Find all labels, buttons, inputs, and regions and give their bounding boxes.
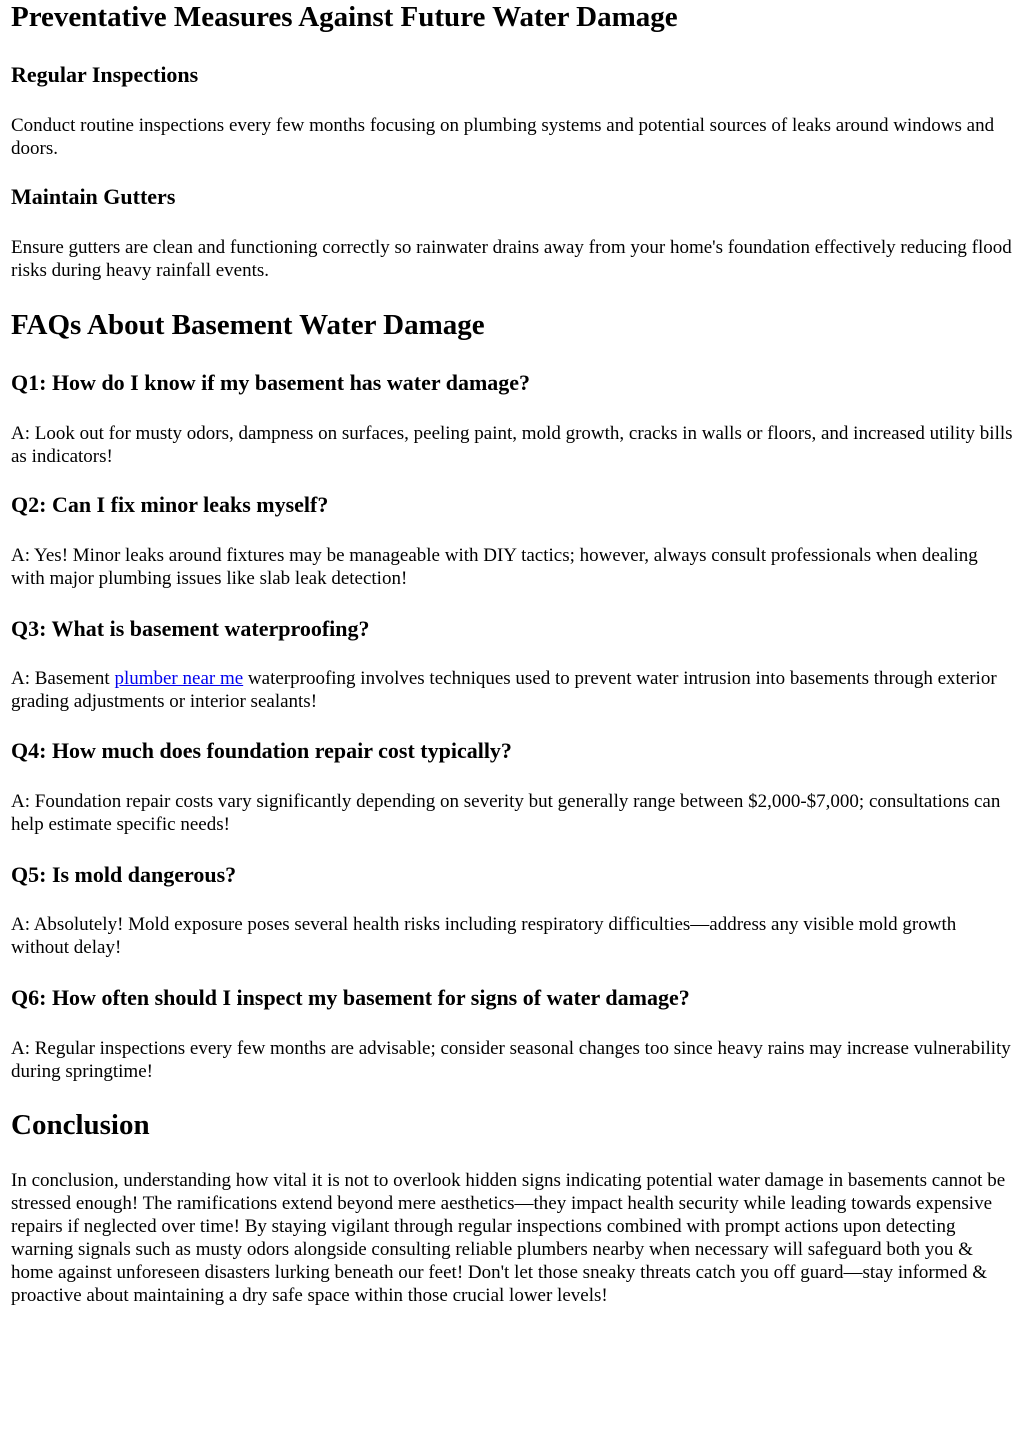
paragraph-regular-inspections: Conduct routine inspections every few months focusing on plumbing systems and potential sources of leaks around windows and doors.	[11, 115, 995, 159]
subheading-maintain-gutters: Maintain Gutters	[11, 184, 176, 209]
faq-answer-3-prefix: A: Basement	[11, 668, 115, 689]
paragraph-conclusion: In conclusion, understanding how vital it is not to overlook hidden signs indicating potential water damage in basements cannot be stressed enough! The ramifications extend beyond mere aesthetics—they impact health security while leading towards expensive repairs if neglected over time! By staying vigilant through regular inspections combined with prompt actions upon detecting warning signals such as musty odors alongside consulting reliable plumbers nearby when necessary will safeguard both you & home against unforeseen disasters lurking beneath our feet! Don't let those sneaky threats catch you off guard—stay informed & proactive about maintaining a dry safe space within those crucial lower levels!	[11, 1170, 1006, 1306]
faq-question-5: Q5: Is mold dangerous?	[11, 862, 237, 887]
faq-question-4: Q4: How much does foundation repair cost typically?	[11, 738, 512, 763]
subheading-regular-inspections: Regular Inspections	[11, 62, 199, 87]
faq-answer-2: A: Yes! Minor leaks around fixtures may be manageable with DIY tactics; however, always consult professionals when dealing with major plumbing issues like slab leak detection!	[11, 545, 978, 589]
section-heading-preventative: Preventative Measures Against Future Water Damage	[11, 1, 678, 33]
faq-answer-3-suffix: waterproofing involves techniques used to prevent water intrusion into basements through exterior grading adjustments or interior sealants!	[11, 668, 997, 712]
faq-question-6: Q6: How often should I inspect my basement for signs of water damage?	[11, 985, 690, 1010]
plumber-near-me-link[interactable]: plumber near me	[114, 668, 244, 689]
faq-question-1: Q1: How do I know if my basement has water damage?	[11, 370, 531, 395]
section-heading-faqs: FAQs About Basement Water Damage	[11, 309, 485, 341]
section-heading-conclusion: Conclusion	[11, 1109, 150, 1141]
faq-question-2: Q2: Can I fix minor leaks myself?	[11, 492, 329, 517]
faq-answer-3	[11, 667, 1013, 713]
faq-answer-6: A: Regular inspections every few months are advisable; consider seasonal changes too since heavy rains may increase vulnerability during springtime!	[11, 1038, 1011, 1082]
faq-answer-1: A: Look out for musty odors, dampness on surfaces, peeling paint, mold growth, cracks in walls or floors, and increased utility bills as indicators!	[11, 423, 1013, 467]
faq-question-3: Q3: What is basement waterproofing?	[11, 616, 370, 641]
faq-answer-4: A: Foundation repair costs vary significantly depending on severity but generally range between $2,000-$7,000; consultations can help estimate specific needs!	[11, 791, 1001, 835]
paragraph-maintain-gutters: Ensure gutters are clean and functioning correctly so rainwater drains away from your home's foundation effectively reducing flood risks during heavy rainfall events.	[11, 237, 1012, 281]
faq-answer-5: A: Absolutely! Mold exposure poses several health risks including respiratory difficulties—address any visible mold growth without delay!	[11, 914, 957, 958]
